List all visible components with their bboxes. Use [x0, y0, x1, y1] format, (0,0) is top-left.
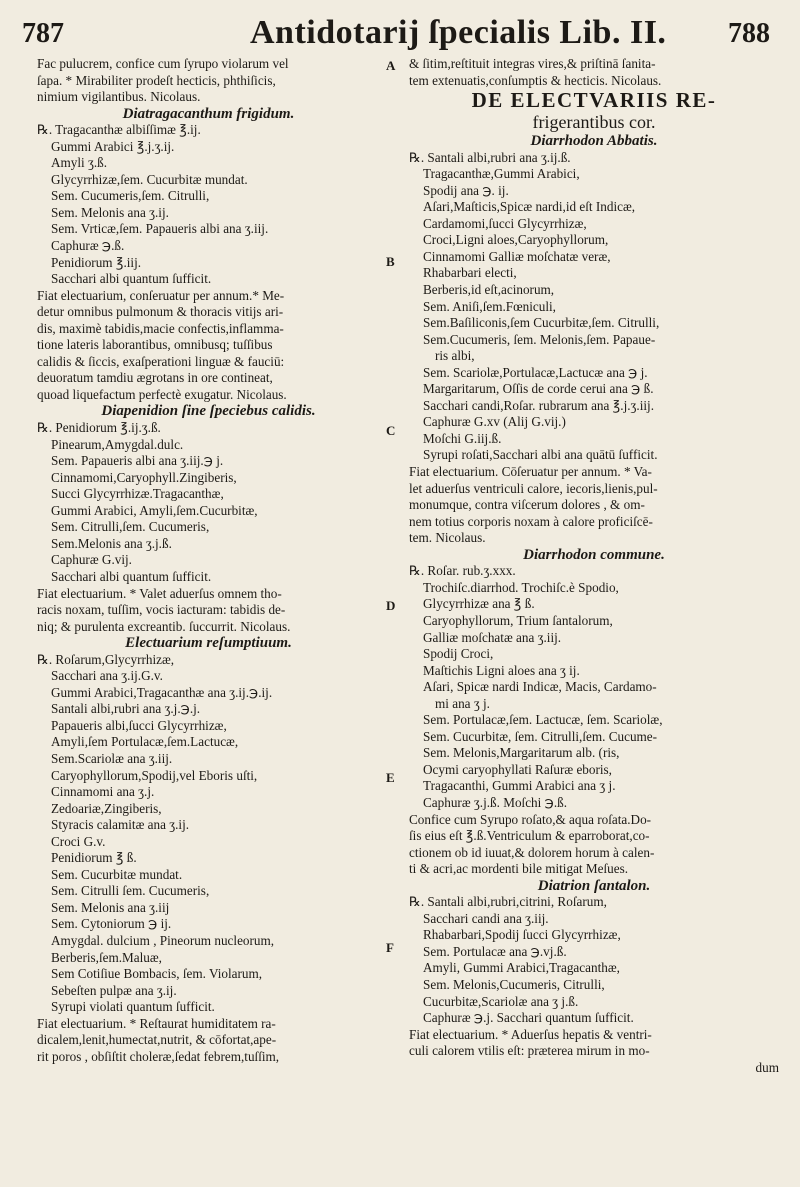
text-line: Fiat electuarium. * Valet aduerſus omnem tho-: [37, 585, 282, 601]
text-line: Sacchari albi quantum ſufficit.: [51, 271, 212, 287]
text-line: Sem.Melonis ana ʒ.j.ß.: [51, 535, 172, 551]
margin-letter-e: E: [386, 770, 395, 785]
text-line: Sem. Scariolæ,Portulacæ,Lactucæ ana ℈ j.: [423, 364, 648, 380]
section-heading: Diapenidion ſine ſpeciebus calidis.: [101, 403, 316, 420]
section-heading: Diatragacanthum frigidum.: [122, 105, 295, 122]
text-line: ris albi,: [435, 348, 475, 364]
text-line: Santali albi,rubri ana ʒ.j.℈.j.: [51, 701, 201, 717]
text-line: Moſchi G.iij.ß.: [423, 430, 502, 446]
text-line: Sem. Vrticæ,ſem. Papaueris albi ana ʒ.iij.: [51, 221, 269, 237]
text-line: Sem. Cucurbitæ mundat.: [51, 866, 183, 882]
text-line: Amyli, Gummi Arabici,Tragacanthæ,: [423, 960, 620, 976]
text-line: ſapa. * Mirabiliter prodeſt hecticis, phthiſicis,: [37, 72, 276, 88]
text-line: ℞. Roſar. rub.ʒ.xxx.: [409, 563, 516, 579]
text-line: nem totius corporis noxam à calore proficiſcē-: [409, 513, 653, 529]
text-line: Sem. Aniſi,ſem.Fœniculi,: [423, 298, 556, 314]
text-line: Sacchari ana ʒ.ij.G.v.: [51, 668, 163, 684]
text-line: Sacchari candi ana ʒ.iij.: [423, 910, 549, 926]
section-heading: Electuarium reſumptiuum.: [125, 635, 292, 652]
text-line: culi calorem vtilis eſt: præterea mirum in mo-: [409, 1043, 650, 1059]
text-line: Amygdal. dulcium , Pineorum nucleorum,: [51, 932, 275, 948]
text-line: Sem. Cucumeris,ſem. Citrulli,: [51, 188, 210, 204]
text-line: ℞. Penidiorum ℥.ij.ʒ.ß.: [37, 420, 161, 436]
text-line: Pinearum,Amygdal.dulc.: [51, 436, 184, 452]
text-line: Sem. Cytoniorum ℈ ij.: [51, 916, 172, 932]
text-line: ℞. Tragacanthæ albiſſimæ ℥.ij.: [37, 122, 201, 138]
text-line: Amyli ʒ.ß.: [51, 155, 108, 171]
text-line: Sem. Papaueris albi ana ʒ.iij.℈ j.: [51, 453, 224, 469]
text-line: Sem.Cucumeris, ſem. Melonis,ſem. Papaue-: [423, 331, 656, 347]
text-line: Syrupi roſati,Sacchari albi ana quātū ſufficit.: [423, 447, 658, 463]
text-line: Margaritarum, Oſſis de corde cerui ana ℈ ß.: [423, 381, 654, 397]
text-line: Cinnamomi Galliæ moſchatæ veræ,: [423, 248, 611, 264]
text-line: Fiat electuarium. * Aduerſus hepatis & ventri-: [409, 1026, 652, 1042]
text-line: Croci,Ligni aloes,Caryophyllorum,: [423, 232, 609, 248]
margin-letter-c: C: [386, 423, 396, 438]
text-line: Sem. Melonis ana ʒ.ij.: [51, 204, 169, 220]
text-line: ſis eius eſt ℥.ß.Ventriculum & eparroborat,co-: [409, 828, 650, 844]
right-column: [409, 56, 779, 1076]
text-line: Caphuræ ʒ.j.ß. Moſchi ℈.ß.: [423, 794, 568, 810]
text-line: rit poros , obſiſtit choleræ,ſedat febrem,tuſſim,: [37, 1048, 280, 1064]
text-line: Caphuræ G.vij.: [51, 552, 132, 568]
text-line: Spodij ana ℈. ij.: [423, 182, 509, 198]
text-line: Tragacanthi, Gummi Arabici ana ʒ j.: [423, 778, 616, 794]
text-line: ℞. Roſarum,Glycyrrhizæ,: [37, 651, 175, 667]
text-line: Sem. Melonis,Cucumeris, Citrulli,: [423, 976, 605, 992]
text-line: Amyli,ſem Portulacæ,ſem.Lactucæ,: [51, 734, 239, 750]
margin-letter-a: A: [386, 58, 396, 73]
text-line: Cucurbitæ,Scariolæ ana ʒ j.ß.: [423, 993, 579, 1009]
text-line: Gummi Arabici ℥.j.ʒ.ij.: [51, 138, 175, 154]
left-column: [37, 56, 380, 1065]
text-line: Maſtichis Ligni aloes ana ʒ ij.: [423, 662, 580, 678]
text-line: dis, maximè tabidis,macie confectis,inflamma-: [37, 320, 284, 336]
margin-letter-b: B: [386, 254, 395, 269]
text-line: Sem. Melonis,Margaritarum alb. (ris,: [423, 745, 620, 761]
chapter-heading-continued: frigerantibus cor.: [532, 112, 656, 133]
text-line: monumque, contra viſcerum dolores , & om-: [409, 497, 645, 513]
text-line: ti & acri,ac mordenti bile mitigat Meſues.: [409, 861, 628, 877]
text-line: Cinnamomi ana ʒ.j.: [51, 784, 155, 800]
text-line: Cardamomi,ſucci Glycyrrhizæ,: [423, 215, 587, 231]
text-line: Aſari, Spicæ nardi Indicæ, Macis, Cardamo-: [423, 679, 657, 695]
text-line: tem. Nicolaus.: [409, 530, 486, 546]
text-line: Syrupi violati quantum ſufficit.: [51, 999, 215, 1015]
text-line: Gummi Arabici,Tragacanthæ ana ʒ.ij.℈.ij.: [51, 684, 273, 700]
text-line: Sem.Baſiliconis,ſem Cucurbitæ,ſem. Citrulli,: [423, 315, 660, 331]
text-line: detur omnibus pulmonum & thoracis vitijs ari-: [37, 304, 284, 320]
text-line: Tragacanthæ,Gummi Arabici,: [423, 166, 580, 182]
text-line: Caryophyllorum, Trium ſantalorum,: [423, 612, 613, 628]
text-line: Zedoariæ,Zingiberis,: [51, 800, 162, 816]
margin-letter-d: D: [386, 598, 396, 613]
text-line: Glycyrrhizæ ana ℥ ß.: [423, 596, 535, 612]
text-line: Rhabarbari,Spodij ſucci Glycyrrhizæ,: [423, 927, 621, 943]
text-line: Penidiorum ℥.iij.: [51, 254, 142, 270]
page-header: [0, 14, 800, 62]
text-line: ℞. Santali albi,rubri,citrini, Roſarum,: [409, 894, 607, 910]
text-line: Sem. Melonis ana ʒ.iij: [51, 899, 170, 915]
text-line: Sem. Portulacæ ana ℈.vj.ß.: [423, 943, 567, 959]
text-line: Cinnamomi,Caryophyll.Zingiberis,: [51, 469, 237, 485]
text-line: Sem Cotiſiue Bombacis, ſem. Violarum,: [51, 966, 263, 982]
text-line: quoad liquefactum perfectè exugatur. Nicolaus.: [37, 386, 287, 402]
text-line: racis noxam, tuſſim, vocis iacturam: tabidis de-: [37, 602, 286, 618]
text-line: Succi Glycyrrhizæ.Tragacanthæ,: [51, 486, 224, 502]
text-line: Berberis,id eſt,acinorum,: [423, 282, 555, 298]
text-line: Fiat electuarium. * Reſtaurat humiditatem ra-: [37, 1015, 276, 1031]
text-line: Sacchari albi quantum ſufficit.: [51, 568, 212, 584]
text-line: Caryophyllorum,Spodij,vel Eboris uſti,: [51, 767, 258, 783]
running-title: Antidotarij ſpecialis Lib. II.: [250, 14, 667, 51]
text-line: dicalem,lenit,humectat,nutrit, & cōfortat,ape-: [37, 1032, 277, 1048]
text-line: Fiat electuarium. Cōſeruatur per annum. * Va-: [409, 464, 652, 480]
text-line: Penidiorum ℥ ß.: [51, 850, 137, 866]
text-line: Sem. Portulacæ,ſem. Lactucæ, ſem. Scariolæ,: [423, 712, 663, 728]
text-line: Berberis,ſem.Maluæ,: [51, 949, 162, 965]
text-line: Sem. Citrulli,ſem. Cucumeris,: [51, 519, 210, 535]
text-line: Caphuræ G.xv (Alij G.vij.): [423, 414, 566, 430]
text-line: nimium vigilantibus. Nicolaus.: [37, 89, 201, 105]
text-line: deuoratum tamdiu ægrotans in ore contineat,: [37, 370, 273, 386]
text-line: Rhabarbari electi,: [423, 265, 517, 281]
text-line: ℞. Santali albi,rubri ana ʒ.ij.ß.: [409, 149, 571, 165]
text-line: tione lateris laborantibus, omnibusq; tuſſibus: [37, 337, 273, 353]
text-line: & ſitim,reſtituit integras vires,& priſtinā ſanita-: [409, 56, 656, 71]
text-line: Sem. Citrulli ſem. Cucumeris,: [51, 883, 210, 899]
text-line: ctionem ob id iuuat,& dolorem horum à calen-: [409, 844, 655, 860]
text-line: Confice cum Syrupo roſato,& aqua roſata.Do-: [409, 811, 652, 827]
section-heading: Diarrhodon commune.: [523, 546, 665, 563]
text-line: Galliæ moſchatæ ana ʒ.iij.: [423, 629, 562, 645]
text-line: Fac pulucrem, confice cum ſyrupo violarum vel: [37, 56, 289, 71]
text-line: let aduerſus ventriculi calore, iecoris,lienis,pul-: [409, 480, 658, 496]
section-heading: Diarrhodon Abbatis.: [530, 133, 658, 150]
section-heading: Diatrion ſantalon.: [537, 877, 651, 894]
text-line: Sem.Scariolæ ana ʒ.iij.: [51, 750, 173, 766]
text-line: mi ana ʒ j.: [435, 695, 490, 711]
chapter-heading: DE ELECTVARIIS RE-: [471, 88, 717, 113]
text-line: Fiat electuarium, conſeruatur per annum.* Me-: [37, 287, 285, 303]
text-line: Croci G.v.: [51, 833, 106, 849]
text-line: Aſari,Maſticis,Spicæ nardi,id eſt Indicæ,: [423, 199, 636, 215]
page-number-left: 787: [22, 18, 64, 49]
text-line: dum: [755, 1059, 779, 1075]
text-line: Trochiſc.diarrhod. Trochiſc.è Spodio,: [423, 579, 619, 595]
page-number-right: 788: [728, 18, 770, 49]
text-line: niq; & purulenta excreantib. ſuccurrit. Nicolaus.: [37, 618, 291, 634]
text-line: Sebeſten pulpæ ana ʒ.ij.: [51, 982, 177, 998]
text-line: Spodij Croci,: [423, 646, 494, 662]
text-line: Glycyrrhizæ,ſem. Cucurbitæ mundat.: [51, 171, 248, 187]
text-line: Sem. Cucurbitæ, ſem. Citrulli,ſem. Cucume-: [423, 728, 658, 744]
text-line: Caphuræ ℈.ß.: [51, 238, 125, 254]
text-line: calidis & ſiccis, exaſperationi linguæ & fauciū:: [37, 353, 285, 369]
margin-letter-f: F: [386, 940, 394, 955]
text-line: tem extenuatis,conſumptis & hecticis. Nicolaus.: [409, 72, 662, 88]
text-line: Sacchari candi,Roſar. rubrarum ana ℥.j.ʒ.iij.: [423, 397, 654, 413]
text-line: Ocymi caryophyllati Raſuræ eboris,: [423, 761, 612, 777]
text-line: Caphuræ ℈.j. Sacchari quantum ſufficit.: [423, 1010, 634, 1026]
text-line: Gummi Arabici, Amyli,ſem.Cucurbitæ,: [51, 502, 258, 518]
text-line: Papaueris albi,ſucci Glycyrrhizæ,: [51, 717, 227, 733]
text-line: Styracis calamitæ ana ʒ.ij.: [51, 817, 190, 833]
